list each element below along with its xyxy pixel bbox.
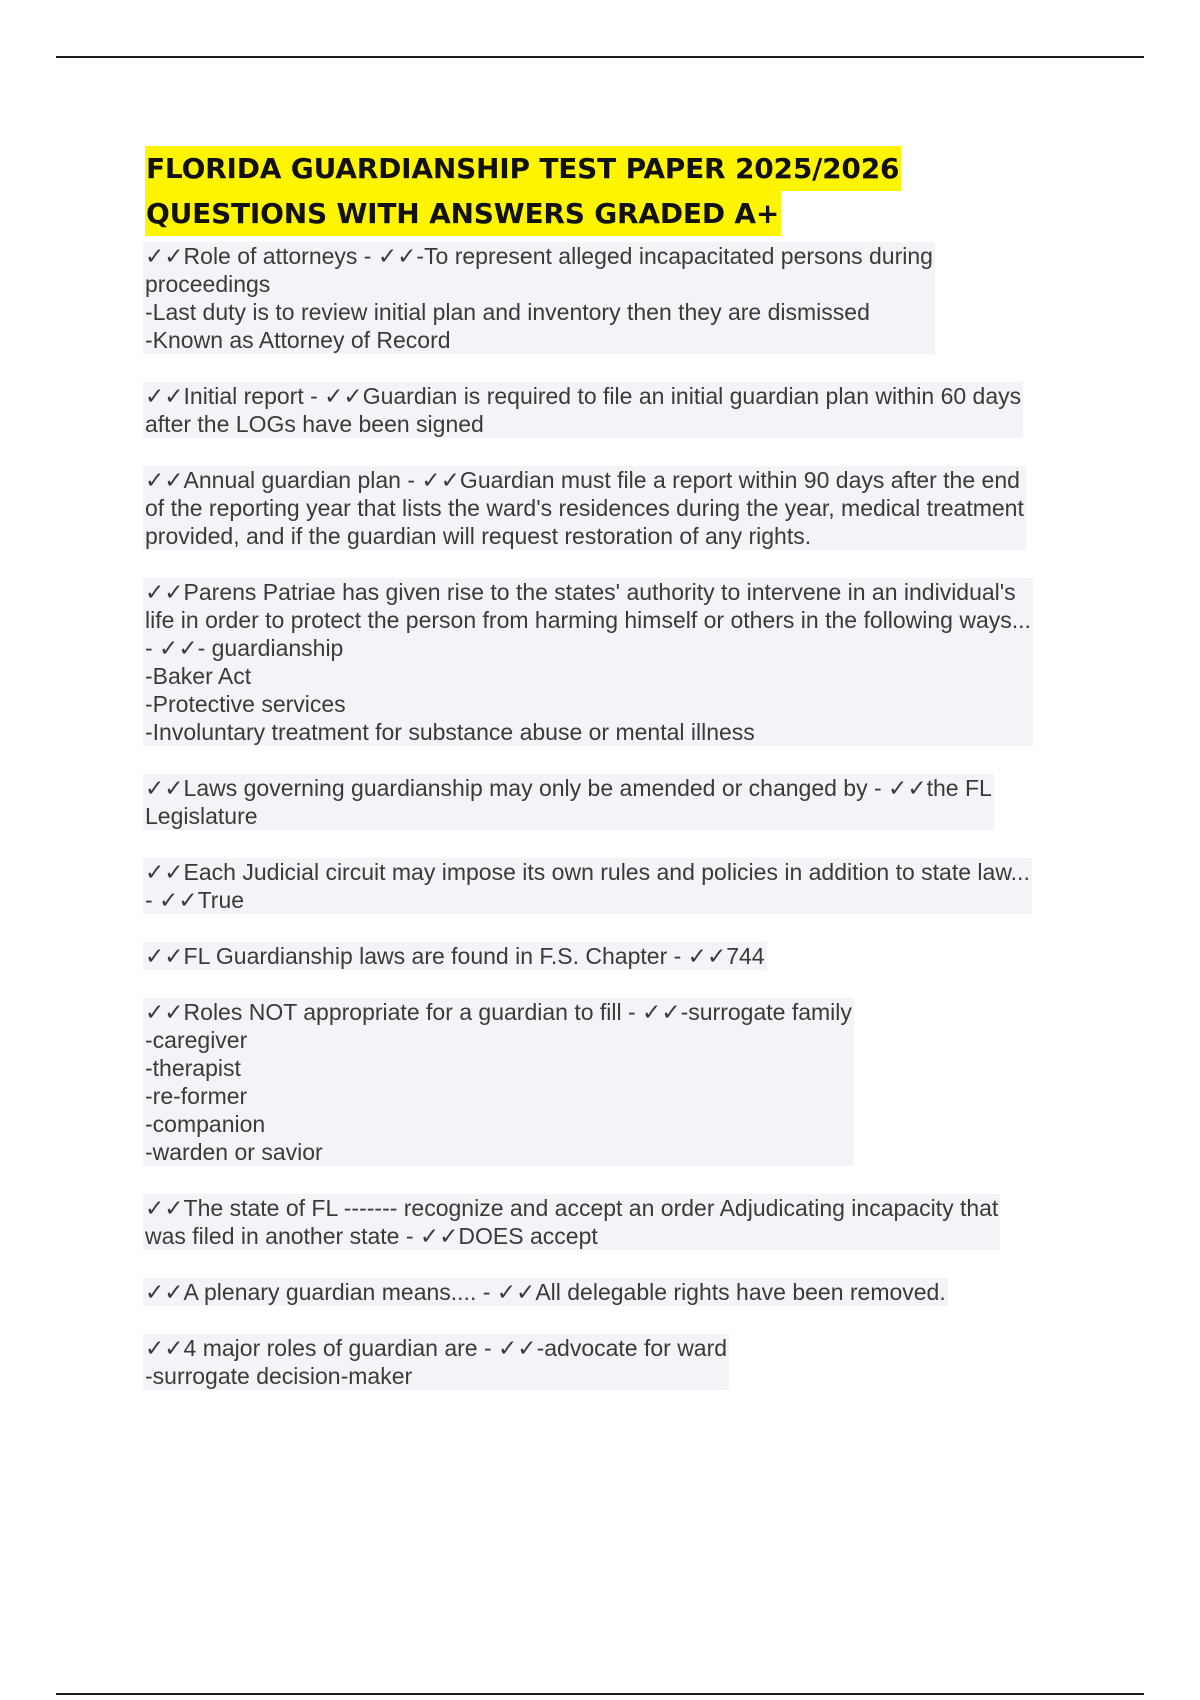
qa-line: was filed in another state - ✓✓DOES accept xyxy=(145,1223,598,1249)
qa-line: ✓✓Roles NOT appropriate for a guardian to fill - ✓✓-surrogate family xyxy=(145,999,852,1025)
qa-line: -Last duty is to review initial plan and inventory then they are dismissed xyxy=(145,299,870,325)
qa-line: after the LOGs have been signed xyxy=(145,411,484,437)
qa-item-attorneys xyxy=(145,242,1085,354)
qa-line: ✓✓Parens Patriae has given rise to the states' authority to intervene in an individual's xyxy=(145,579,1016,605)
qa-line: provided, and if the guardian will request restoration of any rights. xyxy=(145,523,812,549)
qa-item-chapter xyxy=(145,942,1085,970)
qa-item-major-roles xyxy=(145,1334,1085,1390)
qa-line: ✓✓Laws governing guardianship may only be amended or changed by - ✓✓the FL xyxy=(145,775,992,801)
qa-line: -caregiver xyxy=(145,1027,248,1053)
qa-line: ✓✓4 major roles of guardian are - ✓✓-advocate for ward xyxy=(145,1335,728,1361)
qa-line: ✓✓FL Guardianship laws are found in F.S. Chapter - ✓✓744 xyxy=(145,943,765,969)
qa-line: ✓✓Role of attorneys - ✓✓-To represent alleged incapacitated persons during xyxy=(145,243,933,269)
qa-line: of the reporting year that lists the ward's residences during the year, medical treatment xyxy=(145,495,1024,521)
qa-line: ✓✓Each Judicial circuit may impose its own rules and policies in addition to state law... xyxy=(145,859,1030,885)
qa-line: -Protective services xyxy=(145,691,346,717)
qa-line: -companion xyxy=(145,1111,266,1137)
qa-line: ✓✓Initial report - ✓✓Guardian is required to file an initial guardian plan within 60 days xyxy=(145,383,1022,409)
qa-line: - ✓✓- guardianship xyxy=(145,635,344,661)
qa-line: -Involuntary treatment for substance abuse or mental illness xyxy=(145,719,755,745)
page-title xyxy=(145,146,1085,236)
qa-line: - ✓✓True xyxy=(145,887,245,913)
qa-item-adjudicating-incapacity xyxy=(145,1194,1085,1250)
qa-line: -Baker Act xyxy=(145,663,252,689)
qa-line: ✓✓Annual guardian plan - ✓✓Guardian must file a report within 90 days after the end xyxy=(145,467,1020,493)
qa-line: ✓✓The state of FL ------- recognize and accept an order Adjudicating incapacity that xyxy=(145,1195,999,1221)
qa-line: -re-former xyxy=(145,1083,248,1109)
qa-line: -surrogate decision-maker xyxy=(145,1363,413,1389)
qa-line: -therapist xyxy=(145,1055,241,1081)
qa-item-annual-plan xyxy=(145,466,1085,550)
top-rule xyxy=(56,56,1144,58)
qa-item-judicial-circuit xyxy=(145,858,1085,914)
title-line: FLORIDA GUARDIANSHIP TEST PAPER 2025/2026 xyxy=(145,146,901,191)
bottom-rule xyxy=(56,1693,1144,1695)
qa-line: -warden or savior xyxy=(145,1139,323,1165)
qa-line: -Known as Attorney of Record xyxy=(145,327,451,353)
qa-item-parens-patriae xyxy=(145,578,1085,746)
qa-item-plenary-guardian xyxy=(145,1278,1085,1306)
qa-item-initial-report xyxy=(145,382,1085,438)
title-line: QUESTIONS WITH ANSWERS GRADED A+ xyxy=(145,191,781,236)
qa-line: life in order to protect the person from harming himself or others in the following ways... xyxy=(145,607,1031,633)
qa-item-laws-amended xyxy=(145,774,1085,830)
qa-line: proceedings xyxy=(145,271,271,297)
qa-line: Legislature xyxy=(145,803,258,829)
document-body xyxy=(145,146,1085,1418)
qa-line: ✓✓A plenary guardian means.... - ✓✓All delegable rights have been removed. xyxy=(145,1279,946,1305)
qa-item-roles-not-appropriate xyxy=(145,998,1085,1166)
